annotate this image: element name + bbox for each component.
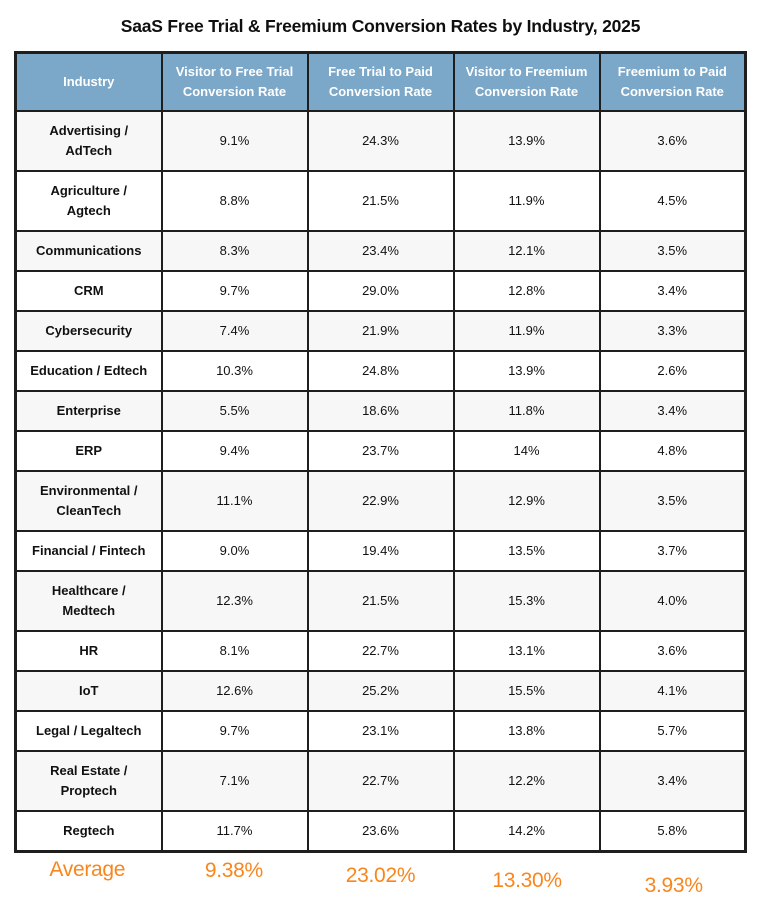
value-cell: 9.0% <box>162 531 308 571</box>
value-cell: 5.5% <box>162 391 308 431</box>
table-row <box>16 311 746 351</box>
table-row <box>16 711 746 751</box>
industry-cell: Financial / Fintech <box>16 531 162 571</box>
value-cell: 19.4% <box>308 531 454 571</box>
value-cell: 9.4% <box>162 431 308 471</box>
value-cell: 13.8% <box>454 711 600 751</box>
value-cell: 3.4% <box>600 751 746 811</box>
industry-cell: ERP <box>16 431 162 471</box>
value-cell: 3.5% <box>600 471 746 531</box>
header-row <box>16 53 746 112</box>
table-row <box>16 231 746 271</box>
value-cell: 29.0% <box>308 271 454 311</box>
value-cell: 12.2% <box>454 751 600 811</box>
value-cell: 25.2% <box>308 671 454 711</box>
table-row <box>16 531 746 571</box>
value-cell: 14.2% <box>454 811 600 852</box>
value-cell: 3.3% <box>600 311 746 351</box>
value-cell: 13.1% <box>454 631 600 671</box>
value-cell: 3.5% <box>600 231 746 271</box>
table-header <box>16 53 746 112</box>
value-cell: 24.3% <box>308 111 454 171</box>
value-cell: 4.1% <box>600 671 746 711</box>
column-header-2: Free Trial to Paid Conversion Rate <box>308 53 454 112</box>
value-cell: 4.0% <box>600 571 746 631</box>
table-row <box>16 571 746 631</box>
value-cell: 23.4% <box>308 231 454 271</box>
column-header-0: Industry <box>16 53 162 112</box>
value-cell: 18.6% <box>308 391 454 431</box>
value-cell: 24.8% <box>308 351 454 391</box>
table-body <box>16 111 746 852</box>
industry-cell: Advertising / AdTech <box>16 111 162 171</box>
industry-cell: Cybersecurity <box>16 311 162 351</box>
industry-cell: Healthcare / Medtech <box>16 571 162 631</box>
table-row <box>16 671 746 711</box>
conversion-rates-table <box>14 51 747 853</box>
value-cell: 8.8% <box>162 171 308 231</box>
table-row <box>16 391 746 431</box>
industry-cell: Enterprise <box>16 391 162 431</box>
value-cell: 12.6% <box>162 671 308 711</box>
value-cell: 11.9% <box>454 171 600 231</box>
value-cell: 11.9% <box>454 311 600 351</box>
value-cell: 15.5% <box>454 671 600 711</box>
industry-cell: Environmental / CleanTech <box>16 471 162 531</box>
industry-cell: Real Estate / Proptech <box>16 751 162 811</box>
industry-cell: Communications <box>16 231 162 271</box>
value-cell: 22.7% <box>308 751 454 811</box>
table-row <box>16 111 746 171</box>
table-row <box>16 811 746 852</box>
value-cell: 13.9% <box>454 111 600 171</box>
value-cell: 3.6% <box>600 631 746 671</box>
value-cell: 8.3% <box>162 231 308 271</box>
table-row <box>16 751 746 811</box>
average-value-4: 3.93% <box>644 874 703 897</box>
infographic-page <box>14 0 747 898</box>
page-title: SaaS Free Trial & Freemium Conversion Rates by Industry, 2025 <box>120 16 641 36</box>
table-row <box>16 631 746 671</box>
average-row <box>14 858 747 898</box>
average-value-3: 13.30% <box>492 869 562 892</box>
value-cell: 11.8% <box>454 391 600 431</box>
value-cell: 9.7% <box>162 271 308 311</box>
value-cell: 11.7% <box>162 811 308 852</box>
value-cell: 9.7% <box>162 711 308 751</box>
value-cell: 9.1% <box>162 111 308 171</box>
value-cell: 21.5% <box>308 571 454 631</box>
industry-cell: IoT <box>16 671 162 711</box>
value-cell: 4.8% <box>600 431 746 471</box>
value-cell: 5.7% <box>600 711 746 751</box>
value-cell: 22.7% <box>308 631 454 671</box>
value-cell: 3.4% <box>600 271 746 311</box>
column-header-3: Visitor to Freemium Conversion Rate <box>454 53 600 112</box>
table-row <box>16 431 746 471</box>
value-cell: 3.4% <box>600 391 746 431</box>
industry-cell: CRM <box>16 271 162 311</box>
value-cell: 23.6% <box>308 811 454 852</box>
value-cell: 12.1% <box>454 231 600 271</box>
industry-cell: Legal / Legaltech <box>16 711 162 751</box>
value-cell: 13.9% <box>454 351 600 391</box>
value-cell: 12.3% <box>162 571 308 631</box>
industry-cell: Education / Edtech <box>16 351 162 391</box>
value-cell: 23.1% <box>308 711 454 751</box>
table-row <box>16 171 746 231</box>
table-row <box>16 271 746 311</box>
value-cell: 13.5% <box>454 531 600 571</box>
value-cell: 3.6% <box>600 111 746 171</box>
value-cell: 7.1% <box>162 751 308 811</box>
industry-cell: HR <box>16 631 162 671</box>
table-row <box>16 471 746 531</box>
value-cell: 12.8% <box>454 271 600 311</box>
value-cell: 14% <box>454 431 600 471</box>
value-cell: 7.4% <box>162 311 308 351</box>
value-cell: 23.7% <box>308 431 454 471</box>
average-label: Average <box>49 858 126 881</box>
value-cell: 2.6% <box>600 351 746 391</box>
value-cell: 10.3% <box>162 351 308 391</box>
column-header-4: Freemium to Paid Conversion Rate <box>600 53 746 112</box>
value-cell: 15.3% <box>454 571 600 631</box>
average-value-2: 23.02% <box>345 864 416 887</box>
value-cell: 11.1% <box>162 471 308 531</box>
industry-cell: Regtech <box>16 811 162 852</box>
value-cell: 21.9% <box>308 311 454 351</box>
value-cell: 8.1% <box>162 631 308 671</box>
column-header-1: Visitor to Free Trial Conversion Rate <box>162 53 308 112</box>
table-row <box>16 351 746 391</box>
value-cell: 22.9% <box>308 471 454 531</box>
value-cell: 4.5% <box>600 171 746 231</box>
average-value-1: 9.38% <box>204 859 263 882</box>
value-cell: 12.9% <box>454 471 600 531</box>
industry-cell: Agriculture / Agtech <box>16 171 162 231</box>
value-cell: 3.7% <box>600 531 746 571</box>
value-cell: 21.5% <box>308 171 454 231</box>
value-cell: 5.8% <box>600 811 746 852</box>
